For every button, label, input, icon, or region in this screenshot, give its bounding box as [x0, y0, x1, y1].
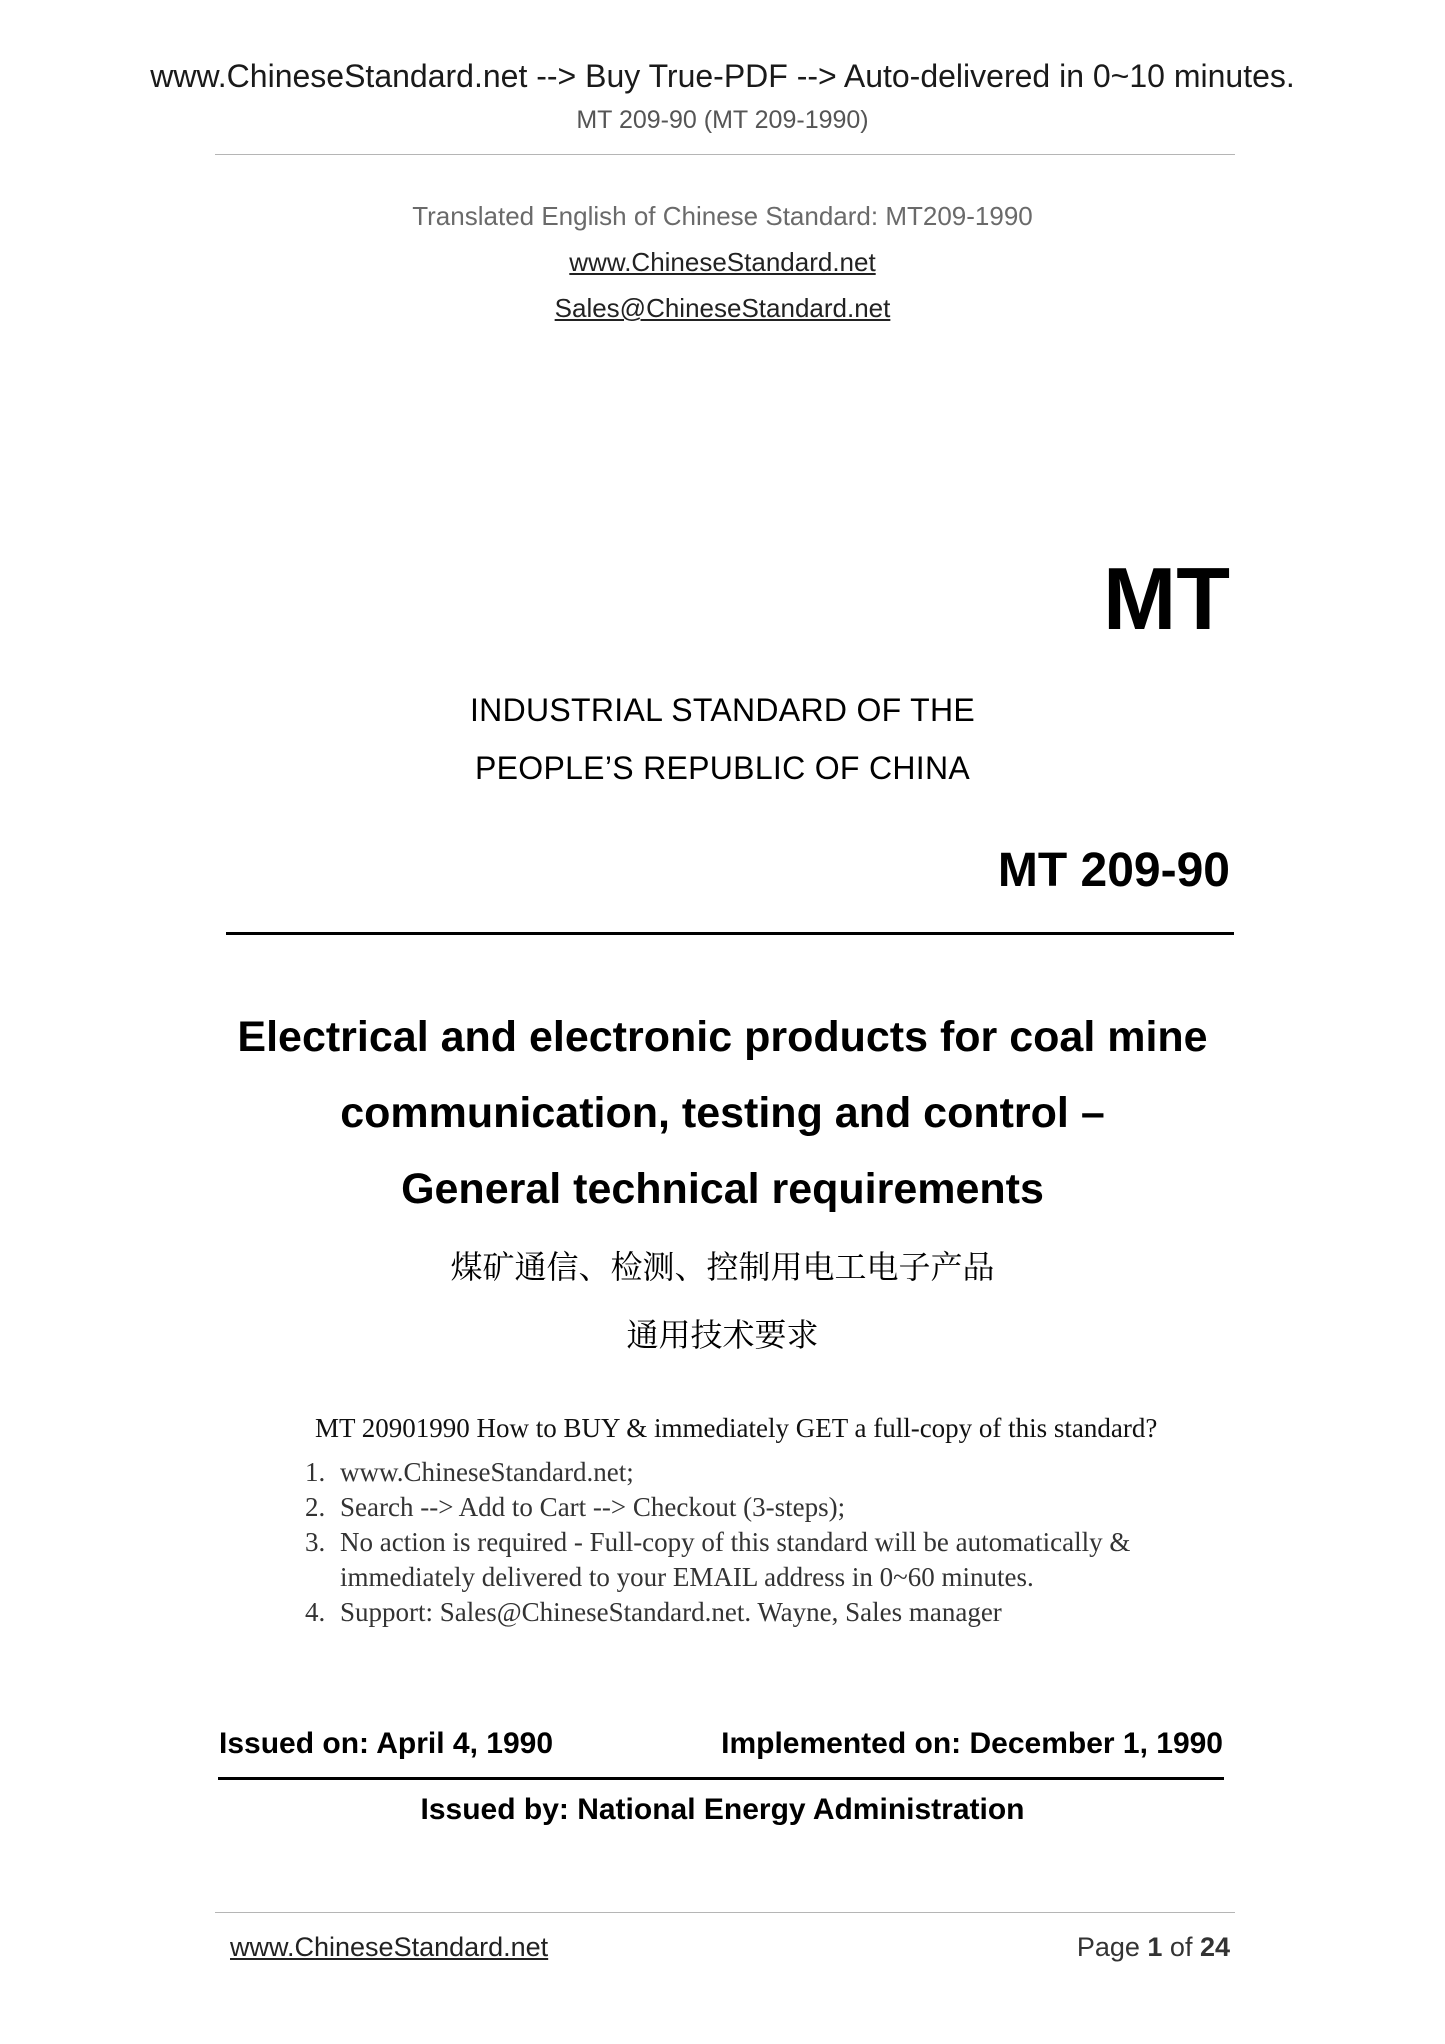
- title-line-3: General technical requirements: [401, 1165, 1044, 1213]
- standard-number: MT 209-90: [997, 844, 1230, 897]
- issued-on: Issued on: April 4, 1990: [219, 1727, 553, 1760]
- title-line-1: Electrical and electronic products for coal mine: [237, 1013, 1208, 1061]
- purchase-step: 3. No action is required - Full-copy of this standard will be automatically &: [305, 1527, 1131, 1557]
- footer-divider: [215, 1912, 1235, 1913]
- purchase-step-continued: immediately delivered to your EMAIL address in 0~60 minutes.: [340, 1562, 1034, 1592]
- footer-website-link[interactable]: www.ChineseStandard.net: [230, 1932, 549, 1962]
- purchase-step: 4. Support: Sales@ChineseStandard.net. Wayne, Sales manager: [305, 1597, 1002, 1627]
- title-cn-line-1: 煤矿通信、检测、控制用电工电子产品: [450, 1248, 995, 1286]
- header-doc-code: MT 209-90 (MT 209-1990): [576, 106, 869, 134]
- purchase-steps: [305, 1455, 1130, 1630]
- purchase-heading: MT 20901990 How to BUY & immediately GET a full-copy of this standard?: [315, 1413, 1158, 1443]
- issued-by: Issued by: National Energy Administration: [420, 1793, 1025, 1826]
- title-divider: [226, 932, 1234, 935]
- purchase-step: 1. www.ChineseStandard.net;: [305, 1457, 634, 1487]
- header-divider: [215, 154, 1235, 155]
- issue-divider: [218, 1777, 1224, 1780]
- implemented-on: Implemented on: December 1, 1990: [721, 1727, 1223, 1760]
- title-line-2: communication, testing and control –: [340, 1089, 1105, 1137]
- website-link[interactable]: www.ChineseStandard.net: [569, 247, 876, 277]
- title-cn-line-2: 通用技术要求: [626, 1316, 819, 1354]
- sales-email-link[interactable]: Sales@ChineseStandard.net: [554, 293, 891, 323]
- standard-logo: MT: [1102, 549, 1230, 648]
- page-indicator: Page 1 of 24: [1076, 1932, 1230, 1962]
- org-line-2: PEOPLE’S REPUBLIC OF CHINA: [474, 750, 971, 786]
- purchase-step: 2. Search --> Add to Cart --> Checkout (3-steps);: [305, 1492, 846, 1522]
- translation-note: Translated English of Chinese Standard: MT209-1990: [412, 201, 1033, 231]
- header-promo: www.ChineseStandard.net --> Buy True-PDF --> Auto-delivered in 0~10 minutes.: [150, 58, 1295, 94]
- org-line-1: INDUSTRIAL STANDARD OF THE: [469, 692, 976, 728]
